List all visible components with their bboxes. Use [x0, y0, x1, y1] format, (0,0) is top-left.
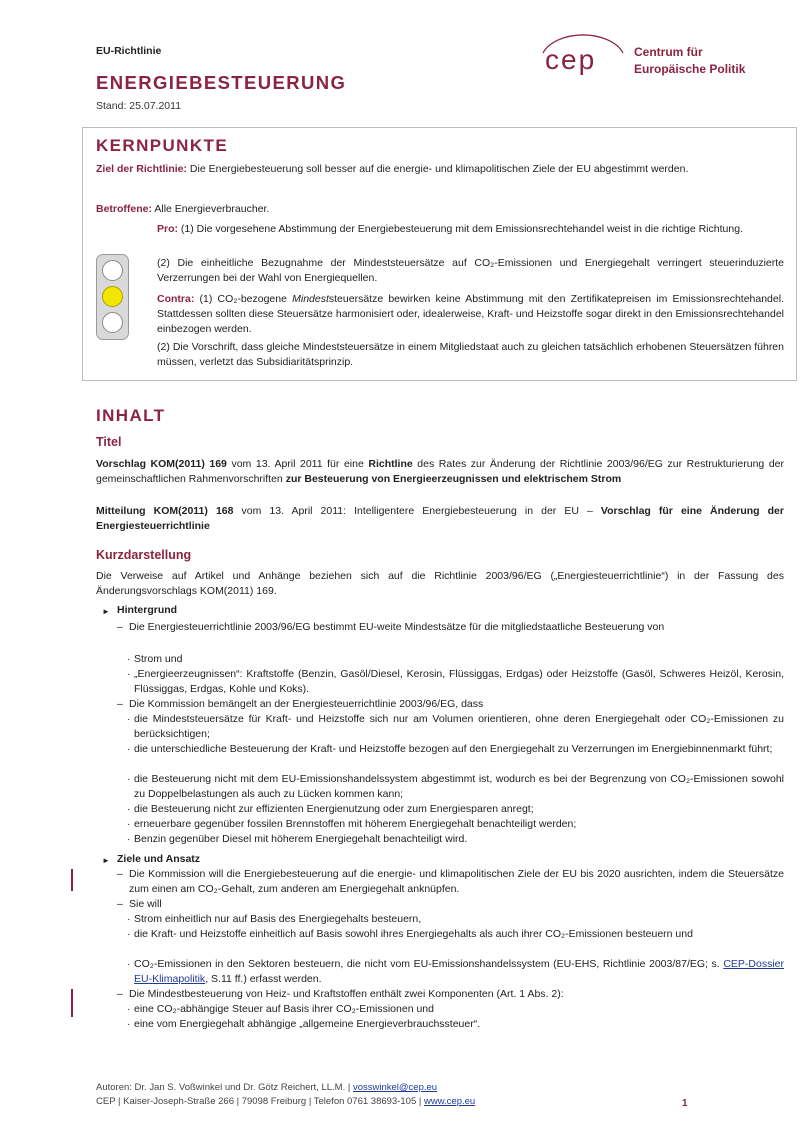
contra-1-text-post: steuersätze bewirken keine Abstimmung mit den Zertifikatepreisen im Emissionsrechtehandel. Stattdessen sollten diese Steuersätze harmonisiert oder, idealerweise, Kraft- und Heizstoffe sogar direkt in den Emissionsrechtehandel einbezogen werden.	[157, 293, 784, 335]
mitteilung-paragraph	[96, 504, 784, 534]
hintergrund-item-2-4: die Besteuerung nicht zur effizienten Energienutzung oder zum Energiesparen anregt;	[134, 803, 534, 815]
pro-1-text: (1) Die vorgesehene Abstimmung der Energiebesteuerung mit dem Emissionsrechtehandel weist in die richtige Richtung.	[178, 223, 743, 235]
dot-marker: ·	[127, 928, 131, 940]
document-type: EU-Richtlinie	[96, 45, 162, 57]
hintergrund-item-2-6: Benzin gegenüber Diesel mit höherem Energiegehalt benachteiligt wird.	[134, 833, 468, 845]
hintergrund-dash-1: Die Energiesteuerrichtlinie 2003/96/EG bestimmt EU-weite Mindestsätze für die mitgliedstaatliche Besteuerung von	[129, 621, 665, 633]
mitteilung-ref: Mitteilung KOM(2011) 168	[96, 505, 234, 517]
contra-1-emphasis: Mindest	[292, 293, 329, 305]
organization-name-line1: Centrum für	[634, 45, 703, 59]
page-footer	[96, 1081, 475, 1110]
ziele-dash-3: Die Mindestbesteuerung von Heiz- und Kraftstoffen enthält zwei Komponenten (Art. 1 Abs. 2):	[129, 988, 564, 1000]
dash-marker: –	[117, 988, 123, 1000]
ziele-dash-1: Die Kommission will die Energiebesteuerung auf die energie- und klimapolitischen Ziele der EU bis 2020 ausrichten, indem die Steuersätze zum einen am CO₂-Gehalt, zum anderen am Energiegehalt anknüpfen.	[129, 868, 784, 895]
change-marker-bar	[71, 989, 73, 1017]
betroffene-text: Alle Energieverbraucher.	[152, 203, 270, 215]
dot-marker: ·	[127, 1018, 131, 1030]
dot-marker: ·	[127, 743, 131, 755]
ziele-item-3-2: eine vom Energiegehalt abhängige „allgemeine Energieverbrauchssteuer“.	[134, 1018, 481, 1030]
hintergrund-dash-2: Die Kommission bemängelt an der Energiesteuerrichtlinie 2003/96/EG, dass	[129, 698, 484, 710]
traffic-light-green-lamp	[102, 312, 123, 333]
organization-name-line2: Europäische Politik	[634, 62, 746, 77]
contra-label: Contra:	[157, 293, 195, 305]
ziele-item-2-2: die Kraft- und Heizstoffe einheitlich auf Basis sowohl ihres Energiegehalts als auch ihrer CO₂-Emissionen besteuern und	[134, 928, 693, 940]
footer-web-link[interactable]: www.cep.eu	[423, 1096, 476, 1108]
vorschlag-richtline: Richtline	[368, 458, 413, 470]
footer-address	[96, 1095, 475, 1109]
logo-text: cep	[545, 44, 597, 75]
dot-marker: ·	[127, 773, 131, 785]
dash-marker: –	[117, 698, 123, 710]
cep-logo	[535, 33, 627, 85]
footer-address-text: CEP | Kaiser-Joseph-Straße 266 | 79098 Freiburg | Telefon 0761 38693-105 |	[96, 1096, 424, 1108]
traffic-light-yellow-lamp	[102, 286, 123, 307]
ziele-dash-2: Sie will	[129, 898, 162, 910]
betroffene-paragraph	[96, 202, 784, 217]
contra-1-text-pre: (1) CO₂-bezogene	[194, 293, 293, 305]
dot-marker: ·	[127, 653, 131, 665]
betroffene-label: Betroffene:	[96, 203, 153, 215]
pro-label: Pro:	[157, 223, 178, 235]
pro-2-paragraph: (2) Die einheitliche Bezugnahme der Mindeststeuersätze auf CO₂-Emissionen und Energiegehalt verringert steuerinduzierte Verzerrungen bei der Wahl von Energiequellen.	[157, 257, 784, 284]
vorschlag-text-2: des Rates zur Änderung der Richtlinie 2003/96/EG zur Restrukturierung der gemeinschaftlichen Rahmenvorschriften	[96, 458, 784, 485]
hintergrund-item-2-1: die Mindeststeuersätze für Kraft- und Heizstoffe sich nur am Volumen orientieren, ohne deren Energiegehalt oder CO₂-Emissionen zu berücksichtigen;	[134, 713, 784, 740]
hintergrund-item-2-3: die Besteuerung nicht mit dem EU-Emissionshandelssystem abgestimmt ist, wodurch es bei der Begrenzung von CO₂-Emissionen sowohl zu Doppelbelastungen als auch zu Lücken kommen kann;	[134, 773, 784, 800]
page-number: 1	[682, 1098, 688, 1109]
hintergrund-item-2-2: die unterschiedliche Besteuerung der Kraft- und Heizstoffe bezogen auf den Energiegehalt zu Verzerrungen im Energiebinnenmarkt führt;	[134, 743, 773, 755]
footer-authors-text: Autoren: Dr. Jan S. Voßwinkel und Dr. Götz Reichert, LL.M. |	[96, 1082, 353, 1093]
cep-dossier-link[interactable]: CEP-Dossier EU-Klimapolitik	[134, 958, 784, 985]
traffic-light-red-lamp	[102, 260, 123, 281]
vorschlag-text-1: vom 13. April 2011 für eine	[226, 458, 369, 470]
hintergrund-item-1-2: „Energieerzeugnissen“: Kraftstoffe (Benzin, Gasöl/Diesel, Kerosin, Flüssiggas, Erdgas) oder Heizstoffe (Gasöl, Schweres Heizöl, Kerosin, Flüssiggas, Erdgas, Kohle und Koks).	[134, 668, 784, 695]
dot-marker: ·	[127, 958, 131, 970]
pro-1-paragraph	[157, 222, 784, 237]
footer-email-link[interactable]: vosswinkel@cep.eu	[352, 1082, 438, 1093]
kurzdarstellung-heading: Kurzdarstellung	[96, 548, 192, 562]
dash-marker: –	[117, 898, 123, 910]
dot-marker: ·	[127, 803, 131, 815]
vorschlag-paragraph	[96, 457, 784, 487]
ziel-text: Die Energiebesteuerung soll besser auf die energie- und klimapolitischen Ziele der EU abgestimmt werden.	[187, 163, 689, 175]
document-date: Stand: 25.07.2011	[96, 100, 182, 112]
ziele-item-2-1: Strom einheitlich nur auf Basis des Energiegehalts besteuern,	[134, 913, 422, 925]
dot-marker: ·	[127, 1003, 131, 1015]
ziele-item-2-3	[134, 957, 784, 987]
footer-authors	[96, 1081, 475, 1095]
hintergrund-heading: Hintergrund	[117, 604, 178, 616]
titel-heading: Titel	[96, 435, 122, 449]
dash-marker: –	[117, 868, 123, 880]
traffic-light-icon	[96, 254, 129, 340]
ziel-paragraph	[96, 162, 784, 177]
mitteilung-subject: Vorschlag für eine Änderung der Energiesteuerrichtlinie	[96, 505, 784, 532]
organization-name	[634, 44, 745, 79]
ziel-label: Ziel der Richtlinie:	[96, 163, 188, 175]
bullet-triangle-icon: ►	[102, 607, 110, 616]
contra-2-paragraph: (2) Die Vorschrift, dass gleiche Mindeststeuersätze in einem Mitgliedstaat auch zu gleichen tatsächlich erhobenen Steuersätzen führen müssen, verletzt das Subsidiaritätsprinzip.	[157, 341, 784, 368]
vorschlag-subject: zur Besteuerung von Energieerzeugnissen und elektrischem Strom	[285, 472, 622, 485]
dot-marker: ·	[127, 913, 131, 925]
content-title: INHALT	[96, 406, 166, 425]
kurzdarstellung-intro: Die Verweise auf Artikel und Anhänge beziehen sich auf die Richtlinie 2003/96/EG („Energiesteuerrichtlinie“) in der Fassung des Änderungsvorschlags KOM(2011) 169.	[96, 570, 784, 597]
change-marker-bar	[71, 869, 73, 891]
bullet-triangle-icon: ►	[102, 856, 110, 865]
dot-marker: ·	[127, 668, 131, 680]
dash-marker: –	[117, 621, 123, 633]
ziele-heading: Ziele und Ansatz	[117, 853, 201, 865]
mitteilung-text: vom 13. April 2011: Intelligentere Energiebesteuerung in der EU –	[233, 505, 601, 517]
key-points-title: KERNPUNKTE	[96, 136, 229, 155]
ziele-item-2-3-pre: CO₂-Emissionen in den Sektoren besteuern, die nicht vom EU-Emissionshandelssystem (EU-EHS, Richtlinie 2003/87/EG; s.	[134, 958, 724, 970]
hintergrund-item-2-5: erneuerbare gegenüber fossilen Brennstoffen mit höherem Energiegehalt benachteiligt werden;	[134, 818, 577, 830]
hintergrund-item-1-1: Strom und	[134, 653, 183, 665]
ziele-item-3-1: eine CO₂-abhängige Steuer auf Basis ihrer CO₂-Emissionen und	[134, 1003, 434, 1015]
dot-marker: ·	[127, 818, 131, 830]
dot-marker: ·	[127, 833, 131, 845]
contra-1-paragraph	[157, 292, 784, 337]
ziele-item-2-3-post: , S.11 ff.) erfasst werden.	[205, 972, 322, 985]
document-title: ENERGIEBESTEUERUNG	[96, 72, 347, 93]
vorschlag-ref: Vorschlag KOM(2011) 169	[96, 458, 227, 470]
dot-marker: ·	[127, 713, 131, 725]
